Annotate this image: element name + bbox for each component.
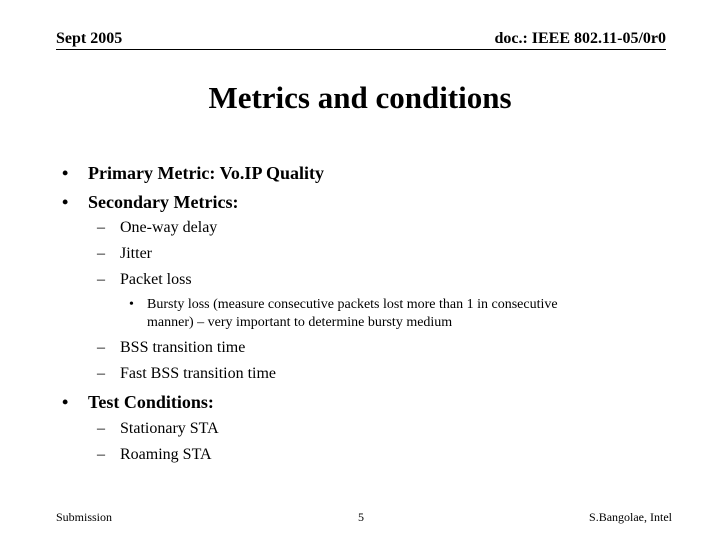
header-doc-id: doc.: IEEE 802.11-05/0r0 — [494, 30, 666, 47]
bullet-text: Fast BSS transition time — [120, 365, 277, 382]
bullet-marker: – — [97, 271, 105, 288]
bullet-text: BSS transition time — [120, 339, 246, 356]
bullet-text-line-1: Bursty loss (measure consecutive packets lost more than 1 in consecutive — [147, 297, 558, 312]
bullet-roaming-sta — [0, 446, 720, 470]
bullet-fast-bss-transition-time — [0, 365, 720, 389]
header-date: Sept 2005 — [56, 30, 123, 47]
bullet-text — [147, 296, 647, 332]
bullet-primary-metric — [0, 163, 720, 187]
bullet-marker: – — [97, 446, 105, 463]
bullet-marker: • — [62, 392, 69, 412]
bullet-marker: – — [97, 245, 105, 262]
bullet-packet-loss — [0, 271, 720, 295]
bullet-stationary-sta — [0, 420, 720, 444]
footer-submission: Submission — [56, 510, 113, 524]
bullet-text-line-2: manner) – very important to determine bursty medium — [147, 315, 453, 330]
bullet-marker: – — [97, 365, 105, 382]
bullet-jitter — [0, 245, 720, 269]
bullet-text: Primary Metric: Vo.IP Quality — [88, 163, 324, 183]
bullet-text: Jitter — [120, 245, 152, 262]
footer-page-number: 5 — [358, 510, 364, 524]
footer-author: S.Bangolae, Intel — [589, 510, 672, 524]
bullet-text: Stationary STA — [120, 420, 219, 437]
header-rule — [56, 49, 666, 50]
slide-title: Metrics and conditions — [208, 80, 512, 115]
bullet-text: Roaming STA — [120, 446, 212, 463]
bullet-secondary-metrics — [0, 192, 720, 216]
bullet-marker: – — [97, 339, 105, 356]
bullet-text: Test Conditions: — [88, 392, 214, 412]
bullet-test-conditions — [0, 392, 720, 416]
bullet-text: Secondary Metrics: — [88, 192, 239, 212]
bullet-marker: • — [62, 163, 69, 183]
bullet-bss-transition-time — [0, 339, 720, 363]
bullet-one-way-delay — [0, 219, 720, 243]
bullet-text: Packet loss — [120, 271, 192, 288]
bullet-marker: • — [129, 297, 134, 312]
bullet-marker: – — [97, 420, 105, 437]
bullet-text: One-way delay — [120, 219, 218, 236]
bullet-bursty-loss — [0, 296, 720, 336]
bullet-marker: • — [62, 192, 69, 212]
bullet-marker: – — [97, 219, 105, 236]
